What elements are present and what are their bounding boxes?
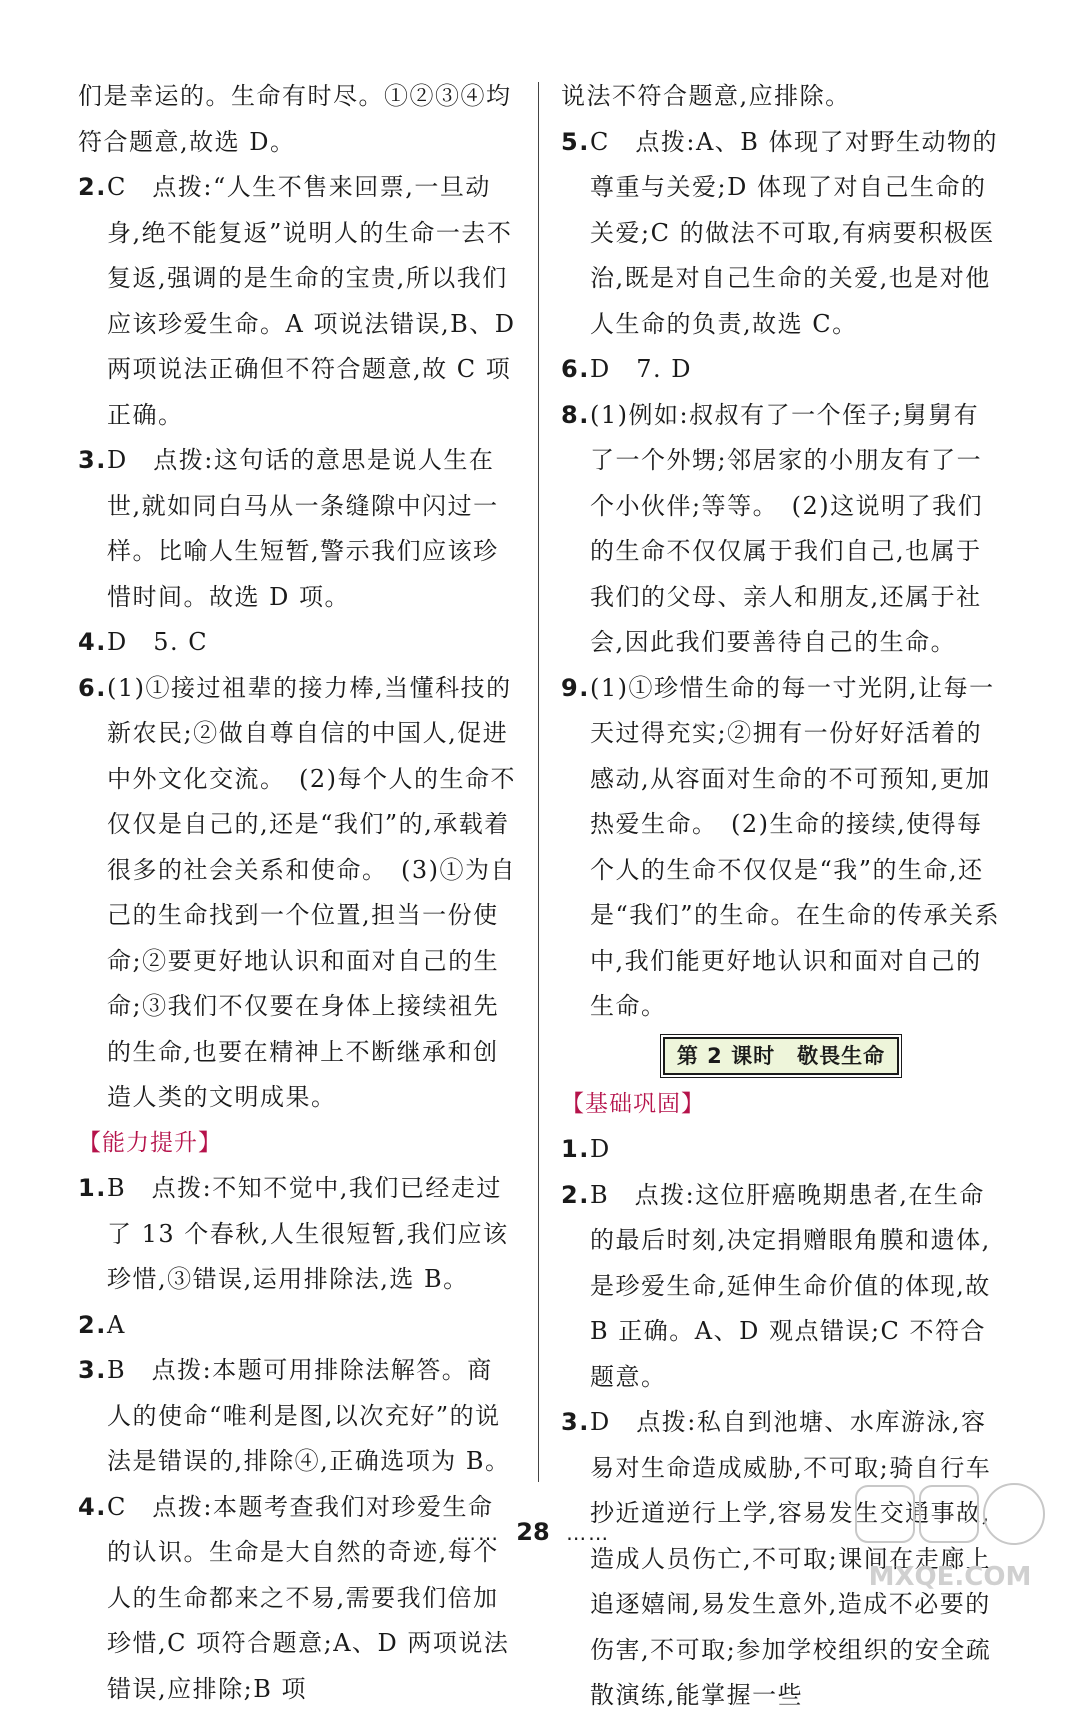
answer-item [561,347,1001,393]
answer-text: (1)①接过祖辈的接力棒,当懂科技的新农民;②做自尊自信的中国人,促进中外文化交流。 (2)每个人的生命不仅仅是自己的,还是“我们”的,承载着很多的社会关系和使命。 (3)①为自己的生命找到一个位置,担当一份使命;②要更好地认识和面对自己的生命;③我们不仅要在身体上接续祖先的生命,也要在精神上不断继承和创造人类的文明成果。 [107,673,516,1111]
answer-number: 3. [78,1356,107,1384]
answer-text: 说法不符合题意,应排除。 [561,82,851,110]
answer-number: 2. [78,173,107,201]
answer-item [561,666,1001,1030]
page-number: 28 [516,1518,550,1546]
watermark-text: MXQE.COM [868,1562,1032,1592]
answer-text: C 点拨:A、B 体现了对野生动物的尊重与关爱;D 体现了对自己生命的关爱;C 的做法不可取,有病要积极医治,既是对自己生命的关爱,也是对他人生命的负责,故选 C。 [590,127,999,338]
lesson-title: 第 2 课时 敬畏生命 [663,1037,899,1075]
answer-text: 们是幸运的。生命有时尽。①②③④均符合题意,故选 D。 [78,82,512,156]
answer-text: C 点拨:“人生不售来回票,一旦动身,绝不能复返”说明人的生命一去不复返,强调的是生命的宝贵,所以我们应该珍爱生命。A 项说法错误,B、D 两项说法正确但不符合题意,故 C 项正确。 [107,173,525,429]
answer-text: B 点拨:不知不觉中,我们已经走过了 13 个春秋,人生很短暂,我们应该珍惜,③错误,运用排除法,选 B。 [107,1174,509,1293]
answer-text: D 点拨:这句话的意思是说人生在世,就如同白马从一条缝隙中闪过一样。比喻人生短暂,警示我们应该珍惜时间。故选 D 项。 [107,446,499,611]
answer-item [561,1127,1001,1173]
answer-text: D [590,1135,611,1163]
answer-item [78,74,518,165]
column-divider [538,82,539,1482]
answer-text: D 5. C [107,628,209,656]
left-column [78,74,525,1712]
answer-item [78,666,518,1121]
answer-item [78,438,518,620]
watermark-logo [852,1482,1048,1592]
answer-text: C 点拨:本题考查我们对珍爱生命的认识。生命是大自然的奇迹,每个人的生命都来之不易,需要我们倍加珍惜,C 项符合题意;A、D 两项说法错误,应排除;B 项 [107,1492,510,1703]
answer-item [561,1173,1001,1401]
answer-text: B 点拨:本题可用排除法解答。商人的使命“唯利是图,以次充好”的说法是错误的,排除④,正确选项为 B。 [107,1356,511,1475]
answer-number: 2. [78,1310,107,1339]
footer-dots-right: …… [566,1521,611,1545]
answer-number: 6. [78,673,107,702]
answer-number: 5. [561,127,590,156]
answer-item [78,1166,518,1303]
answer-item [561,393,1001,666]
answer-number: 2. [561,1180,590,1209]
answer-number: 8. [561,400,590,429]
answer-item [78,1303,518,1349]
answer-number: 6. [561,355,590,383]
answer-number: 4. [78,628,107,656]
right-column [561,74,1001,1719]
answer-text: (1)①珍惜生命的每一寸光阴,让每一天过得充实;②拥有一份好好活着的感动,从容面对生命的不可预知,更加热爱生命。 (2)生命的接续,使得每个人的生命不仅仅是“我”的生命,还是“我们”的生命。在生命的传承关系中,我们能更好地认识和面对自己的生命。 [590,673,1001,1020]
answer-number: 1. [78,1174,107,1202]
answer-number: 4. [78,1492,107,1521]
lesson-title-box [561,1030,1001,1082]
answer-number: 3. [561,1408,590,1436]
answer-item [78,165,525,438]
answer-text: (1)例如:叔叔有了一个侄子;舅舅有了一个外甥;邻居家的小朋友有了一个小伙伴;等等。 (2)这说明了我们的生命不仅仅属于我们自己,也属于我们的父母、亲人和朋友,还属于社会,因此我们要善待自己的生命。 [590,400,984,656]
answer-text: A [107,1310,126,1339]
answer-text: D 点拨:私自到池塘、水库游泳,容易对生命造成威胁,不可取;骑自行车抄近道逆行上学,容易发生交通事故,造成人员伤亡,不可取;课间在走廊上追逐嬉闹,易发生意外,造成不必要的伤害,不可取;参加学校组织的安全疏散演练,能掌握一些 [590,1408,992,1709]
answer-text: B 点拨:这位肝癌晚期患者,在生命的最后时刻,决定捐赠眼角膜和遗体,是珍爱生命,延伸生命价值的体现,故 B 正确。A、D 观点错误;C 不符合题意。 [590,1180,1000,1391]
answer-item [561,74,1001,120]
answer-item [78,620,518,666]
answer-item [561,120,1001,348]
answer-number: 1. [561,1135,590,1163]
answer-number: 9. [561,673,590,702]
answer-number: 3. [78,446,107,474]
answer-text: D 7. D [590,355,693,383]
answer-item [78,1348,518,1485]
section-title-basic: 【基础巩固】 [561,1090,705,1117]
section-title-ability: 【能力提升】 [78,1129,222,1156]
footer-dots-left: …… [455,1521,500,1545]
